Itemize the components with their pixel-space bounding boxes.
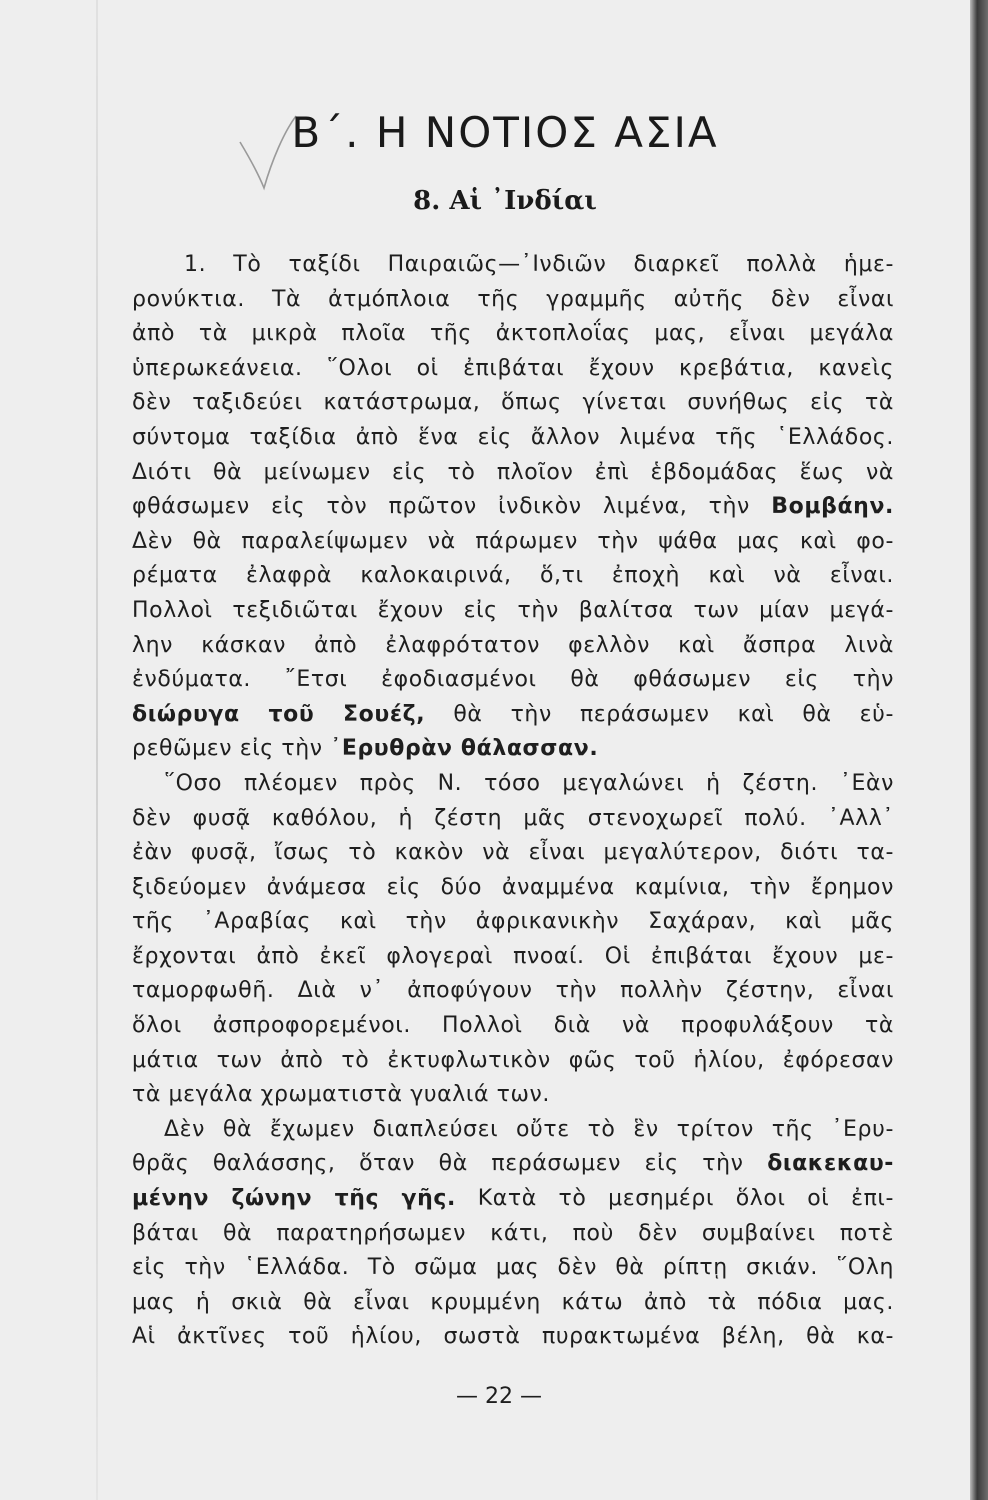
chapter-title: Β΄. Η ΝΟΤΙΟΣ ΑΣΙΑ [291,108,719,157]
body-text [132,248,894,1355]
text-line: λην κάσκαν ἀπὸ ἐλαφρότατον φελλὸν καὶ ἄσπρα λινὰ [132,632,894,658]
text-line: ἐὰν φυσᾷ, ἴσως τὸ κακὸν νὰ εἶναι μεγαλύτερον, διότι τα- [132,840,894,866]
text-line: Δὲν θὰ ἔχωμεν διαπλεύσει οὔτε τὸ ἓν τρίτον τῆς ᾿Ερυ- [164,1116,894,1142]
text-line [132,1182,894,1217]
bold-term-torrid-zone: διακεκαυ- [767,1151,894,1177]
page-number: — 22 — [456,1384,542,1409]
text-line: ῞Οσο πλέομεν πρὸς Ν. τόσο μεγαλώνει ἡ ζέστη. ᾿Εὰν [164,770,894,796]
bold-term-bombay: Βομβάην. [771,494,894,520]
text-line: ξιδεύομεν ἀνάμεσα εἰς δύο ἀναμμένα καμίνια, τὴν ἔρημον [132,874,894,900]
text-line: ἔρχονται ἀπὸ ἐκεῖ φλογεραὶ πνοαί. Οἱ ἐπιβάται ἔχουν με- [132,943,894,969]
page-edge-shadow [970,0,988,1500]
text-fragment: Κατὰ τὸ μεσημέρι ὅλοι οἱ ἐπι- [477,1186,894,1212]
text-fragment: θρᾶς θαλάσσης, ὅταν θὰ περάσωμεν εἰς τὴν [132,1151,744,1177]
text-line: βάται θὰ παρατηρήσωμεν κάτι, ποὺ δὲν συμβαίνει ποτὲ [132,1220,894,1246]
text-fragment: θὰ τὴν περάσωμεν καὶ θὰ εὑ- [453,701,894,727]
text-line: μάτια των ἀπὸ τὸ ἐκτυφλωτικὸν φῶς τοῦ ἡλίου, ἐφόρεσαν [132,1047,894,1073]
text-line: ταμορφωθῆ. Διὰ ν᾿ ἀποφύγουν τὴν πολλὴν ζέστην, εἶναι [132,978,894,1004]
text-line: 1. Τὸ ταξίδι Παιραιῶς—᾿Ινδιῶν διαρκεῖ πολλὰ ἡμε- [184,252,894,277]
text-line [132,698,894,733]
bold-term-suez: διώρυγα τοῦ Σουέζ, [132,701,426,727]
text-line [132,490,894,525]
text-line: τῆς ᾿Αραβίας καὶ τὴν ἀφρικανικὴν Σαχάραν, καὶ μᾶς [132,909,894,935]
bold-term-red-sea: ᾿Ερυθρὰν θάλασσαν. [330,736,599,762]
text-line: ὑπερωκεάνεια. ῞Ολοι οἱ ἐπιβάται ἔχουν κρεβάτια, κανεὶς [132,355,894,381]
text-fragment: ρεθῶμεν εἰς τὴν [132,736,323,762]
text-line: μας ἡ σκιὰ θὰ εἶναι κρυμμένη κάτω ἀπὸ τὰ πόδια μας. [132,1289,894,1315]
page-crease [96,0,98,1500]
section-title: 8. Αἱ ᾿Ινδίαι [413,186,597,216]
text-line: Διότι θὰ μείνωμεν εἰς τὸ πλοῖον ἐπὶ ἑβδομάδας ἕως νὰ [132,459,894,485]
text-line: Δὲν θὰ παραλείψωμεν νὰ πάρωμεν τὴν ψάθα μας καὶ φο- [132,528,894,554]
text-line [132,1147,894,1182]
text-line: εἰς τὴν ῾Ελλάδα. Τὸ σῶμα μας δὲν θὰ ρίπτῃ σκιάν. ῞Ολη [132,1255,894,1281]
text-line: Αἱ ἀκτῖνες τοῦ ἡλίου, σωστὰ πυρακτωμένα βέλη, θὰ κα- [132,1324,894,1350]
text-line: ἀπὸ τὰ μικρὰ πλοῖα τῆς ἀκτοπλοΐας μας, εἶναι μεγάλα [132,321,894,347]
text-line: ἐνδύματα. ῎Ετσι ἐφοδιασμένοι θὰ φθάσωμεν εἰς τὴν [132,667,894,693]
text-fragment: φθάσωμεν εἰς τὸν πρῶτον ἰνδικὸν λιμένα, τὴν [132,494,750,520]
text-line: ρονύκτια. Τὰ ἀτμόπλοια τῆς γραμμῆς αὐτῆς δὲν εἶναι [132,286,894,312]
bold-term-torrid-zone-cont: μένην ζώνην τῆς γῆς. [132,1186,456,1212]
text-line: δὲν φυσᾷ καθόλου, ἡ ζέστη μᾶς στενοχωρεῖ πολύ. ᾿Αλλ᾿ [132,805,894,831]
text-line: δὲν ταξιδεύει κατάστρωμα, ὅπως γίνεται συνήθως εἰς τὰ [132,390,894,416]
text-line: τὰ μεγάλα χρωματιστὰ γυαλιά των. [132,1082,550,1108]
text-line: Πολλοὶ τεξιδιῶται ἔχουν εἰς τὴν βαλίτσα των μίαν μεγά- [132,597,894,623]
text-line: σύντομα ταξίδια ἀπὸ ἕνα εἰς ἄλλον λιμένα τῆς ῾Ελλάδος. [132,424,894,450]
text-line [132,732,894,767]
text-line: ὅλοι ἀσπροφορεμένοι. Πολλοὶ διὰ νὰ προφυλάξουν τὰ [132,1013,894,1039]
text-line: ρέματα ἐλαφρὰ καλοκαιρινά, ὅ,τι ἐποχὴ καὶ νὰ εἶναι. [132,563,894,589]
